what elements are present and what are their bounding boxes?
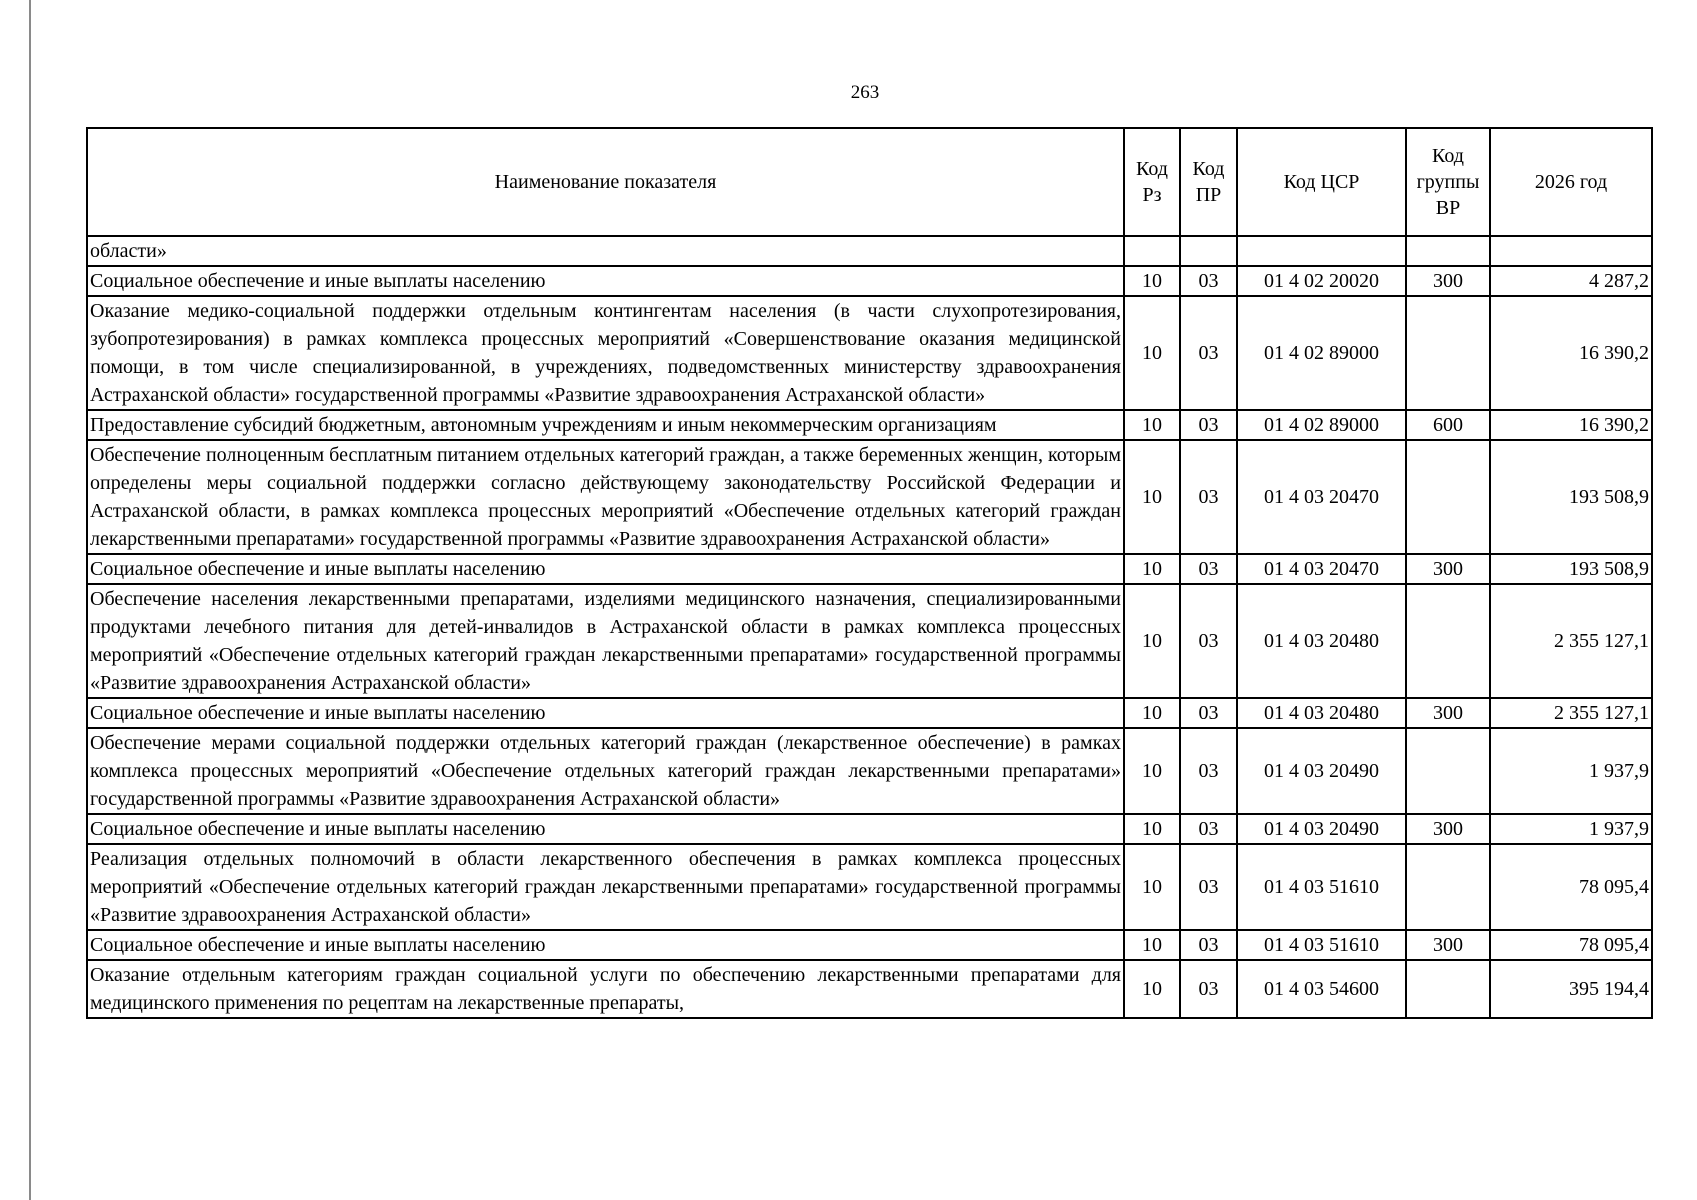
cell-rz: 10 xyxy=(1124,584,1180,698)
cell-vr: 300 xyxy=(1406,930,1490,960)
cell-vr xyxy=(1406,296,1490,410)
table-row xyxy=(87,844,1652,930)
cell-pr: 03 xyxy=(1180,728,1237,814)
cell-csr: 01 4 03 20470 xyxy=(1237,440,1406,554)
cell-name: Социальное обеспечение и иные выплаты населению xyxy=(87,930,1124,960)
cell-rz: 10 xyxy=(1124,844,1180,930)
cell-vr: 300 xyxy=(1406,266,1490,296)
cell-name: Оказание медико-социальной поддержки отдельным контингентам населения (в части слухопротезирования, зубопротезирования) в рамках комплекса процессных мероприятий «Совершенствование оказания медицинской помощи, в том числе специализированной, в учреждениях, подведомственных министерству здравоохранения Астраханской области» государственной программы «Развитие здравоохранения Астраханской области» xyxy=(87,296,1124,410)
cell-amount: 193 508,9 xyxy=(1490,554,1652,584)
cell-name: Социальное обеспечение и иные выплаты населению xyxy=(87,554,1124,584)
table-row xyxy=(87,698,1652,728)
table-row xyxy=(87,930,1652,960)
cell-vr xyxy=(1406,960,1490,1018)
cell-vr xyxy=(1406,440,1490,554)
cell-pr: 03 xyxy=(1180,814,1237,844)
cell-rz: 10 xyxy=(1124,698,1180,728)
budget-table xyxy=(86,127,1653,1019)
cell-name: Реализация отдельных полномочий в области лекарственного обеспечения в рамках комплекса процессных мероприятий «Обеспечение отдельных категорий граждан лекарственными препаратами» государственной программы «Развитие здравоохранения Астраханской области» xyxy=(87,844,1124,930)
cell-rz: 10 xyxy=(1124,814,1180,844)
cell-pr: 03 xyxy=(1180,410,1237,440)
cell-vr: 300 xyxy=(1406,814,1490,844)
cell-rz: 10 xyxy=(1124,930,1180,960)
cell-csr xyxy=(1237,236,1406,266)
cell-pr: 03 xyxy=(1180,698,1237,728)
cell-amount: 4 287,2 xyxy=(1490,266,1652,296)
cell-csr: 01 4 03 20480 xyxy=(1237,698,1406,728)
header-rz: Код Рз xyxy=(1124,128,1180,236)
cell-name: Социальное обеспечение и иные выплаты населению xyxy=(87,698,1124,728)
cell-rz: 10 xyxy=(1124,440,1180,554)
table-row xyxy=(87,236,1652,266)
cell-amount: 2 355 127,1 xyxy=(1490,698,1652,728)
table-row xyxy=(87,960,1652,1018)
cell-vr xyxy=(1406,844,1490,930)
cell-vr xyxy=(1406,584,1490,698)
cell-name: Оказание отдельным категориям граждан социальной услуги по обеспечению лекарственными препаратами для медицинского применения по рецептам на лекарственные препараты, xyxy=(87,960,1124,1018)
cell-csr: 01 4 03 20490 xyxy=(1237,814,1406,844)
table-row xyxy=(87,814,1652,844)
cell-amount: 78 095,4 xyxy=(1490,844,1652,930)
cell-vr: 300 xyxy=(1406,698,1490,728)
cell-amount: 16 390,2 xyxy=(1490,410,1652,440)
cell-name: области» xyxy=(87,236,1124,266)
cell-rz: 10 xyxy=(1124,728,1180,814)
cell-csr: 01 4 03 51610 xyxy=(1237,844,1406,930)
cell-name: Обеспечение населения лекарственными препаратами, изделиями медицинского назначения, специализированными продуктами лечебного питания для детей-инвалидов в Астраханской области в рамках комплекса процессных мероприятий «Обеспечение отдельных категорий граждан лекарственными препаратами» государственной программы «Развитие здравоохранения Астраханской области» xyxy=(87,584,1124,698)
cell-pr: 03 xyxy=(1180,960,1237,1018)
cell-vr xyxy=(1406,728,1490,814)
table-row xyxy=(87,296,1652,410)
cell-csr: 01 4 03 20490 xyxy=(1237,728,1406,814)
cell-pr: 03 xyxy=(1180,440,1237,554)
cell-csr: 01 4 02 20020 xyxy=(1237,266,1406,296)
table-header-row xyxy=(87,128,1652,236)
table-row xyxy=(87,410,1652,440)
cell-amount: 1 937,9 xyxy=(1490,814,1652,844)
cell-rz: 10 xyxy=(1124,266,1180,296)
cell-pr: 03 xyxy=(1180,296,1237,410)
cell-csr: 01 4 02 89000 xyxy=(1237,296,1406,410)
cell-pr: 03 xyxy=(1180,266,1237,296)
cell-amount xyxy=(1490,236,1652,266)
cell-pr: 03 xyxy=(1180,554,1237,584)
cell-name: Обеспечение полноценным бесплатным питанием отдельных категорий граждан, а также беременных женщин, которым определены меры социальной поддержки согласно действующему законодательству Российской Федерации и Астраханской области, в рамках комплекса процессных мероприятий «Обеспечение отдельных категорий граждан лекарственными препаратами» государственной программы «Развитие здравоохранения Астраханской области» xyxy=(87,440,1124,554)
cell-pr xyxy=(1180,236,1237,266)
cell-vr: 300 xyxy=(1406,554,1490,584)
table-row xyxy=(87,554,1652,584)
cell-name: Обеспечение мерами социальной поддержки отдельных категорий граждан (лекарственное обеспечение) в рамках комплекса процессных мероприятий «Обеспечение отдельных категорий граждан лекарственными препаратами» государственной программы «Развитие здравоохранения Астраханской области» xyxy=(87,728,1124,814)
cell-name: Социальное обеспечение и иные выплаты населению xyxy=(87,266,1124,296)
cell-pr: 03 xyxy=(1180,584,1237,698)
cell-csr: 01 4 02 89000 xyxy=(1237,410,1406,440)
header-year: 2026 год xyxy=(1490,128,1652,236)
cell-amount: 78 095,4 xyxy=(1490,930,1652,960)
cell-pr: 03 xyxy=(1180,844,1237,930)
header-pr: Код ПР xyxy=(1180,128,1237,236)
header-name: Наименование показателя xyxy=(87,128,1124,236)
table-row xyxy=(87,440,1652,554)
cell-pr: 03 xyxy=(1180,930,1237,960)
header-vr: Код группы ВР xyxy=(1406,128,1490,236)
cell-rz: 10 xyxy=(1124,960,1180,1018)
cell-csr: 01 4 03 20470 xyxy=(1237,554,1406,584)
cell-amount: 1 937,9 xyxy=(1490,728,1652,814)
cell-vr: 600 xyxy=(1406,410,1490,440)
cell-csr: 01 4 03 54600 xyxy=(1237,960,1406,1018)
cell-rz: 10 xyxy=(1124,554,1180,584)
page-margin-line xyxy=(29,0,31,1200)
cell-rz xyxy=(1124,236,1180,266)
cell-rz: 10 xyxy=(1124,410,1180,440)
table-row xyxy=(87,728,1652,814)
cell-name: Социальное обеспечение и иные выплаты населению xyxy=(87,814,1124,844)
cell-amount: 2 355 127,1 xyxy=(1490,584,1652,698)
cell-csr: 01 4 03 51610 xyxy=(1237,930,1406,960)
cell-name: Предоставление субсидий бюджетным, автономным учреждениям и иным некоммерческим организациям xyxy=(87,410,1124,440)
header-csr: Код ЦСР xyxy=(1237,128,1406,236)
table-row xyxy=(87,584,1652,698)
cell-amount: 193 508,9 xyxy=(1490,440,1652,554)
cell-amount: 16 390,2 xyxy=(1490,296,1652,410)
table-row xyxy=(87,266,1652,296)
cell-vr xyxy=(1406,236,1490,266)
cell-csr: 01 4 03 20480 xyxy=(1237,584,1406,698)
page-number: 263 xyxy=(850,82,880,103)
cell-rz: 10 xyxy=(1124,296,1180,410)
cell-amount: 395 194,4 xyxy=(1490,960,1652,1018)
